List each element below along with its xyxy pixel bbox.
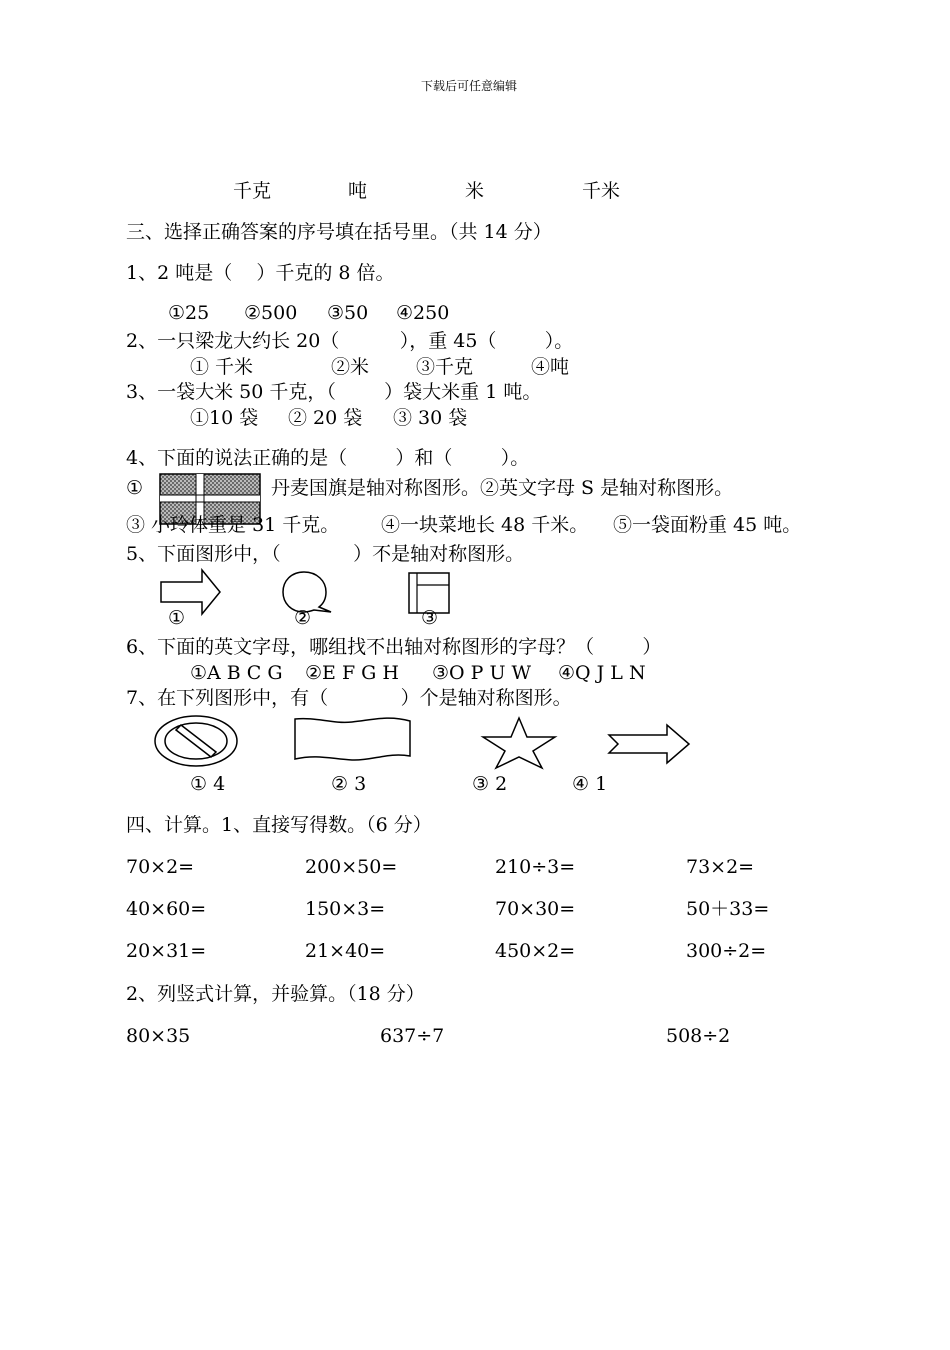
question-1: 1、2 吨是（ ）千克的 8 倍。 [126, 262, 395, 284]
star-icon [482, 715, 558, 771]
question-4: 4、下面的说法正确的是（ ）和（ ）。 [126, 447, 530, 469]
shape-label: ③ [421, 607, 439, 629]
statement: ④一块菜地长 48 千米。 [381, 514, 589, 536]
question-7: 7、在下列图形中，有（ ）个是轴对称图形。 [126, 687, 572, 709]
option: ③O P U W [432, 662, 532, 684]
vertical-calc: 508÷2 [666, 1025, 731, 1047]
option: ① 4 [190, 773, 226, 795]
shape-label: ① [168, 607, 186, 629]
option: ④ 1 [572, 773, 608, 795]
page-header: 下载后可任意编辑 [421, 79, 518, 93]
option: ②500 [244, 302, 298, 324]
option: ③千克 [416, 356, 474, 378]
option: ④吨 [531, 356, 570, 378]
unit-label: 吨 [348, 180, 368, 202]
calc-item: 50＋33= [686, 898, 770, 920]
calc-item: 450×2= [495, 940, 576, 962]
calc-item: 70×30= [495, 898, 576, 920]
calc-item: 21×40= [305, 940, 386, 962]
calc-item: 300÷2= [686, 940, 767, 962]
vertical-calc: 637÷7 [380, 1025, 445, 1047]
option: ②米 [331, 356, 370, 378]
option: ④250 [396, 302, 450, 324]
calc-item: 150×3= [305, 898, 386, 920]
option: ①25 [168, 302, 210, 324]
section-title: 三、选择正确答案的序号填在括号里。（共 14 分） [126, 221, 552, 243]
calc-item: 73×2= [686, 856, 755, 878]
subsection-title: 2、列竖式计算，并验算。（18 分） [126, 983, 425, 1005]
option: ① 千米 [190, 356, 254, 378]
unit-label: 千米 [582, 180, 621, 202]
option: ③ 30 袋 [393, 407, 468, 429]
option-number: ① [126, 477, 144, 499]
calc-item: 40×60= [126, 898, 207, 920]
arrow-icon [607, 722, 693, 766]
unit-label: 千克 [233, 180, 272, 202]
option: ④Q J L N [558, 662, 646, 684]
option: ② 3 [331, 773, 367, 795]
no-sign-icon [152, 714, 242, 770]
statement-text: 丹麦国旗是轴对称图形。②英文字母 S 是轴对称图形。 [271, 477, 734, 499]
calc-item: 20×31= [126, 940, 207, 962]
option: ③ 2 [472, 773, 508, 795]
statement: ③ 小玲体重是 31 千克。 [126, 514, 340, 536]
vertical-calc: 80×35 [126, 1025, 191, 1047]
calc-item: 200×50= [305, 856, 398, 878]
shape-label: ② [294, 607, 312, 629]
statement: ⑤一袋面粉重 45 吨。 [613, 514, 802, 536]
calc-item: 70×2= [126, 856, 195, 878]
option: ①10 袋 [190, 407, 259, 429]
question-3: 3、一袋大米 50 千克，（ ）袋大米重 1 吨。 [126, 381, 542, 403]
calc-item: 210÷3= [495, 856, 576, 878]
unit-label: 米 [465, 180, 485, 202]
section-title: 四、计算。1、直接写得数。（6 分） [126, 814, 432, 836]
option: ③50 [327, 302, 369, 324]
question-6: 6、下面的英文字母，哪组找不出轴对称图形的字母？（ ） [126, 636, 662, 658]
option: ①A B C G [190, 662, 283, 684]
question-5: 5、下面图形中，（ ）不是轴对称图形。 [126, 543, 525, 565]
question-2: 2、一只梁龙大约长 20（ ），重 45（ ）。 [126, 330, 574, 352]
wavy-banner-icon [292, 714, 414, 766]
option: ② 20 袋 [288, 407, 363, 429]
option: ②E F G H [305, 662, 399, 684]
